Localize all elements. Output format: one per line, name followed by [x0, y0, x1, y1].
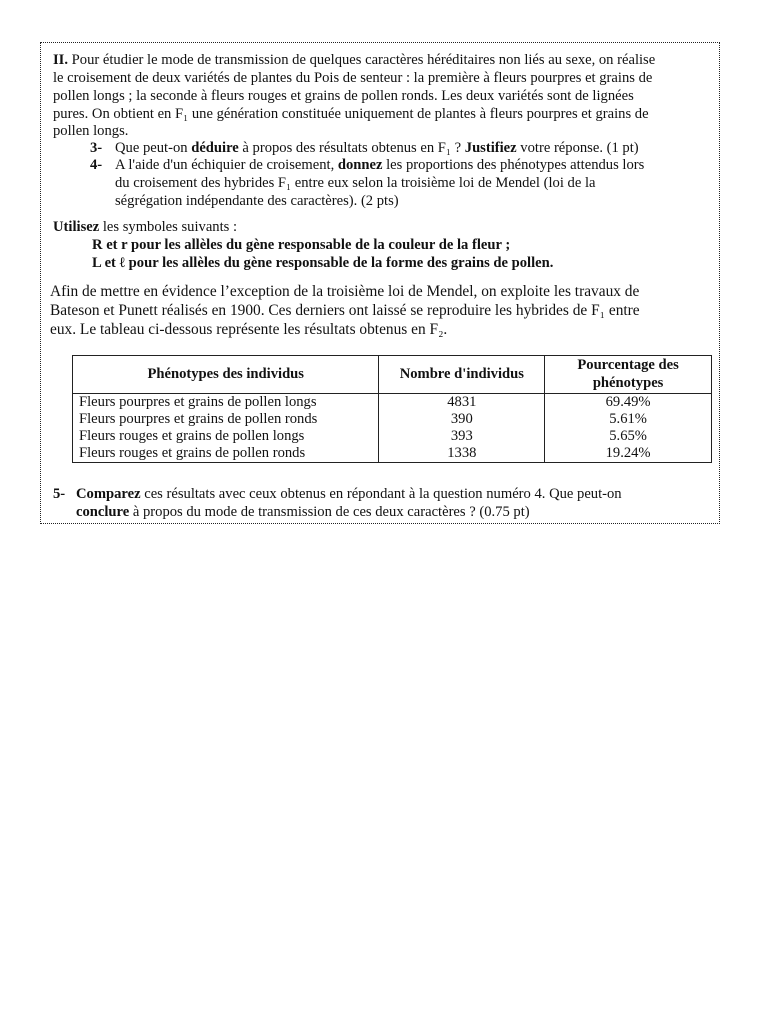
q3-pre: Que peut-on	[115, 140, 192, 156]
q3-bold-justifiez: Justifiez	[464, 140, 517, 156]
table-row	[73, 445, 712, 463]
symbol-l-definition: L et ℓ pour les allèles du gène responsable de la forme des grains de pollen.	[92, 255, 554, 271]
cell-phenotype: Fleurs pourpres et grains de pollen longs	[73, 394, 379, 412]
question-4-line-1	[115, 158, 644, 173]
cell-count: 390	[379, 411, 545, 428]
question-3-label: 3-	[90, 140, 103, 156]
results-table	[72, 355, 712, 463]
bateson-line-1: Afin de mettre en évidence l’exception de la troisième loi de Mendel, on exploite les travaux de	[50, 283, 640, 300]
cell-percent: 19.24%	[545, 445, 712, 463]
q4-bold-donnez: donnez	[337, 157, 383, 173]
q4-pre: A l'aide d'un échiquier de croisement,	[115, 157, 338, 173]
header-percent-line-1: Pourcentage des	[577, 357, 679, 373]
cell-count: 4831	[379, 394, 545, 412]
intro-line-4: pures. On obtient en F₁ une génération constituée uniquement de plantes à fleurs pourpres et grains de	[53, 106, 649, 122]
symbol-r-definition: R et r pour les allèles du gène responsable de la couleur de la fleur ;	[92, 237, 511, 253]
question-5-line-1	[76, 487, 622, 502]
table-row	[73, 411, 712, 428]
table-row	[73, 394, 712, 412]
cell-count: 1338	[379, 445, 545, 463]
intro-text: Pour étudier le mode de transmission de quelques caractères héréditaires non liés au sexe, on réalise	[68, 52, 656, 68]
symbols-intro	[53, 220, 237, 235]
cell-percent: 5.65%	[545, 428, 712, 445]
q5-bold-conclure: conclure	[76, 504, 130, 520]
q5-bold-comparez: Comparez	[76, 486, 141, 502]
question-3-number	[90, 141, 102, 156]
cell-percent: 69.49%	[545, 394, 712, 412]
header-phenotypes: Phénotypes des individus	[73, 356, 379, 394]
cell-percent: 5.61%	[545, 411, 712, 428]
exercise-number: II.	[53, 52, 69, 68]
table-row	[73, 428, 712, 445]
symbols-rest: les symboles suivants :	[99, 219, 238, 235]
question-5-number	[53, 487, 65, 502]
cell-count: 393	[379, 428, 545, 445]
question-4-line-3: ségrégation indépendante des caractères). (2 pts)	[115, 193, 399, 209]
header-percent	[545, 356, 712, 394]
question-5-label: 5-	[53, 486, 66, 502]
header-percent-line-2: phénotypes	[592, 374, 664, 391]
q4-post: les proportions des phénotypes attendus lors	[382, 157, 645, 173]
question-4-label: 4-	[90, 157, 103, 173]
cell-phenotype: Fleurs rouges et grains de pollen longs	[73, 428, 379, 445]
symbols-line-2	[92, 256, 553, 271]
intro-line-3: pollen longs ; la seconde à fleurs rouges et grains de pollen ronds. Les deux variétés sont de lignées	[53, 88, 634, 104]
intro-line-1	[53, 53, 655, 68]
question-4-number	[90, 158, 102, 173]
q3-mid: à propos des résultats obtenus en F₁ ?	[238, 140, 465, 156]
symbols-line-1	[92, 238, 510, 253]
bateson-line-3: eux. Le tableau ci-dessous représente les résultats obtenus en F₂.	[50, 321, 448, 338]
symbols-bold-utilisez: Utilisez	[53, 219, 100, 235]
bateson-line-2: Bateson et Punett réalisés en 1900. Ces derniers ont laissé se reproduire les hybrides de F₁ entre	[50, 302, 640, 319]
table-header-row	[73, 356, 712, 394]
q5-post-2: à propos du mode de transmission de ces deux caractères ? (0.75 pt)	[129, 504, 530, 520]
question-3-text	[115, 141, 639, 156]
intro-line-2: le croisement de deux variétés de plantes du Pois de senteur : la première à fleurs pourpres et grains de	[53, 70, 653, 86]
q5-post-1: ces résultats avec ceux obtenus en répondant à la question numéro 4. Que peut-on	[140, 486, 622, 502]
intro-line-5: pollen longs.	[53, 123, 129, 139]
cell-phenotype: Fleurs pourpres et grains de pollen ronds	[73, 411, 379, 428]
question-5-line-2	[76, 505, 530, 520]
question-4-line-2: du croisement des hybrides F₁ entre eux selon la troisième loi de Mendel (loi de la	[115, 175, 596, 191]
cell-phenotype: Fleurs rouges et grains de pollen ronds	[73, 445, 379, 463]
header-count: Nombre d'individus	[379, 356, 545, 394]
q3-bold-deduire: déduire	[191, 140, 239, 156]
q3-post: votre réponse. (1 pt)	[516, 140, 639, 156]
